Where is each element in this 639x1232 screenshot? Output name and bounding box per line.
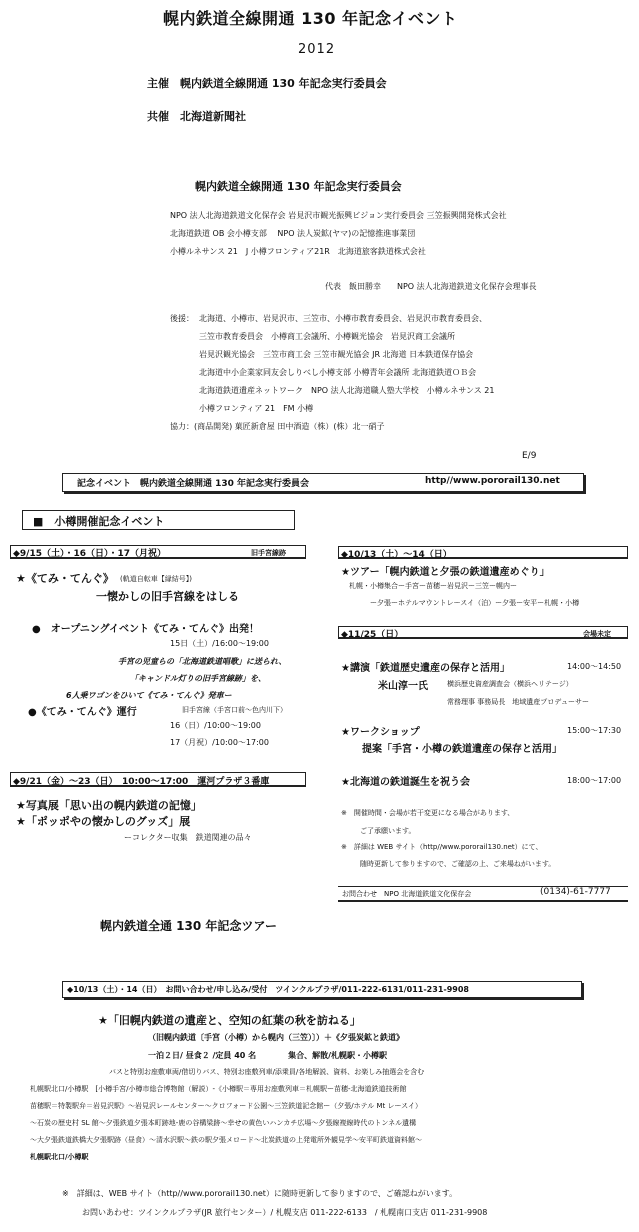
banner [62,473,584,492]
organizer: 主催 幌内鉄道全線開通 130 年記念実行委員会 [147,77,387,90]
tour-section-sub: 一泊２日/ 昼食２ /定員 40 名 集合、解散/札幌駅・小樽駅 [148,1051,388,1060]
run-title: ●《てみ・てんぐ》運行 [28,707,137,718]
notice: ※ 詳細は WEB サイト（http//www.pororail130.net）にて、 [341,843,543,851]
run-venue: 旧手宮線（手宮口前～色内川下） [182,706,287,714]
support-line: 三笠市教育委員会 小樽商工会議所、小樽観光協会 岩見沢商工会議所 [199,332,455,341]
committee-member-line: 小樽ルネサンス 21 J 小樽フロンティア21R 北海道旅客鉄道株式会社 [170,247,426,256]
year: 2012 [298,42,336,57]
tour-detail: 札幌駅北口/小樽駅 [30,1153,89,1161]
cosponsor: 共催 北海道新聞社 [147,110,246,123]
otaru-section-heading-box [22,510,295,530]
lecture-date-bar [338,626,628,639]
opening-desc: 「キャンドル灯りの旧手宮線跡」を、 [130,674,266,683]
cooperation: 協力：(商品開発) 菓匠新倉屋 田中酒造（株）(株）北一硝子 [170,422,385,431]
tour-section-heading: 幌内鉄道全通 130 年記念ツアー [100,919,278,933]
opening-title: ● オープニングイベント《てみ・てんぐ》出発！ [32,624,260,635]
tour-title: ★ツアー「幌内鉄道と夕張の鉄道遺産めぐり」 [341,567,550,578]
support-label: 後援： [170,314,194,323]
event1-subtitle: 一懐かしの旧手宮線をはしる [96,590,239,603]
opening-desc: 手宮の児童らの「北海道鉄道唱歌」に送られ、 [118,657,287,666]
tour-date: ◆10/13（土）～14（日） [341,550,452,560]
tour-footer-contact: お問いあわせ：ツインクルプラザ(JR 旅行センター）/ 札幌支店 011-222-6133 / 札幌南口支店 011-231-9908 [82,1208,488,1217]
run-day: 17（月祝）/10:00～17:00 [170,738,269,747]
tour-section-title: ★「旧幌内鉄道の遺産と、空知の紅葉の秋を訪ねる」 [98,1014,361,1027]
contact-bar [338,886,628,902]
tour-footer-note: ※ 詳細は、WEB サイト（http//www.pororail130.net）に随時更新して参りますので、ご確認ねがいます。 [62,1189,458,1198]
run-day: 16（日）/10:00～19:00 [170,721,261,730]
tour-route: 札幌・小樽集合ー手宮ー苗穂ー岩見沢ー三笠ー幌内ー [349,582,517,590]
support-line: 北海道鉄道遺産ネットワーク NPO 法人北海道職人塾大学校 小樽ルネサンス 21 [199,386,495,395]
event2-line: ★写真展「思い出の幌内鉄道の記憶」 [16,799,202,812]
notice: ご了承願います。 [360,827,416,835]
speaker-name: 米山淳一氏 [378,681,428,692]
date-code: E/9 [522,451,537,461]
opening-desc: 6人乗ワゴンをひいて《てみ・てんぐ》発車ー [66,691,232,700]
tour-section-bar-text: ◆10/13（土）・14（日） お問い合わせ/申し込み/受付 ツインクルプラザ/011-222-6131/011-231-9908 [67,985,469,994]
committee-member-line: 北海道鉄道 OB 会小樽支部 NPO 法人炭鉱(ヤマ)の記憶推進事業団 [170,229,416,238]
event1-date: ◆9/15（土）・16（日）・17（月祝） [13,549,167,559]
tour-detail: ～大夕張鉄道鉄橋大夕張駅跡（昼食）～清水沢駅～鉄の駅夕張メロード～北炭鉄道の上発電所外観見学～安平町鉄道資料館～ [30,1136,422,1144]
workshop-time: 15:00～17:30 [567,726,622,735]
tour-detail: ～石炭の歴史村 SL 館～夕張鉄道夕張本町跡地-鹿の谷構梁跡～幸せの黄色いハンカチ広場～夕張線複線時代のトンネル遺構 [30,1119,417,1127]
banner-url-link[interactable]: http//www.pororail130.net [425,476,560,486]
workshop-title: ★ワークショップ [341,727,420,738]
committee-member-line: NPO 法人北海道鉄道文化保存会 岩見沢市観光振興ビジョン実行委員会 三笠振興開発株式会社 [170,211,507,220]
tour-section-bar [62,981,582,998]
tour-detail: バスと特別お座敷車両/借切りバス、特別お座敷列車/添乗員/各地解説、資料、お楽しみ抽選会を含む [109,1068,425,1076]
lecture-date: ◆11/25（日） [341,630,404,640]
speaker-org: 横浜歴史資産調査会（横浜ヘリテージ） [447,680,573,688]
contact-label: お問合わせ NPO 北海道鉄道文化保存会 [342,890,472,898]
opening-time: 15日（土）/16:00～19:00 [170,639,269,648]
tour-detail: 苗穂駅＝特製駅弁＝岩見沢駅》～岩見沢レールセンター～クロフォード公園～三笠鉄道記念館ー（夕張/ホテル Mt レースイ） [30,1102,422,1110]
event1-title: ★《てみ・てんぐ》 [16,572,114,585]
event1-title-note: (軌道自転車【縁結号】) [120,575,192,583]
event2-line: ★「ポッポやの懐かしのグッズ」展 [16,815,191,828]
committee-name: 幌内鉄道全線開通 130 年記念実行委員会 [195,180,402,193]
support-line: 北海道、小樽市、岩見沢市、三笠市、小樽市教育委員会、岩見沢市教育委員会、 [199,314,487,323]
birthday-time: 18:00～17:00 [567,776,622,785]
lecture-title: ★講演「鉄道歴史遺産の保存と活用」 [341,663,510,674]
support-line: 小樽フロンティア 21 FM 小樽 [199,404,314,413]
contact-phone: (0134)-61-7777 [540,887,611,897]
notice: ※ 開催時間・会場が若干変更になる場合があります、 [341,809,515,817]
event2-date: ◆9/21（金）～23（日） 10:00～17:00 運河プラザ３番庫 [13,777,270,787]
support-line: 北海道中小企業家同友会しりべし小樽支部 小樽青年会議所 北海道鉄道ＯＢ会 [199,368,477,377]
event1-date-bar [10,545,306,559]
tour-detail: 札幌駅北口/小樽駅 [小樽手宮/小樽市総合博物館（解説）-《小樽駅＝専用お座敷列車＝札幌駅ー苗穂-北海道鉄道技術館 [30,1085,407,1093]
representative: 代表 飯田勝幸 NPO 法人北海道鉄道文化保存会理事長 [325,282,537,291]
tour-route: ー夕張ーホテルマウントレースイ（泊）ー夕張ー安平ー札幌・小樽 [370,599,580,607]
birthday-title: ★北海道の鉄道誕生を祝う会 [341,777,470,788]
support-line: 岩見沢観光協会 三笠市商工会 三笠市観光協会 JR 北海道 日本鉄道保存協会 [199,350,474,359]
page-title: 幌内鉄道全線開通 130 年記念イベント [163,9,458,28]
lecture-time: 14:00～14:50 [567,662,622,671]
event1-venue: 旧手宮線跡 [251,549,286,557]
event2-date-bar [10,772,306,787]
speaker-org: 常務理事 事務局長 地域遺産プロデューサー [447,698,590,706]
tour-date-bar [338,546,628,559]
event2-note: ーコレクター収集 鉄道関連の品々 [124,833,252,842]
workshop-theme: 提案「手宮・小樽の鉄道遺産の保存と活用」 [362,744,562,755]
banner-text: 記念イベント 幌内鉄道全線開通 130 年記念実行委員会 [77,479,310,489]
tour-section-sub: （旧幌内鉄道〔手宮（小樽）から幌内（三笠）〕）＋《夕張炭鉱と鉄道》 [148,1033,404,1042]
lecture-venue: 会場未定 [583,630,611,638]
otaru-section-heading: ■ 小樽開催記念イベント [33,515,165,528]
notice: 随時更新して参りますので、ご確認の上、ご来場ねがいます。 [360,860,556,868]
